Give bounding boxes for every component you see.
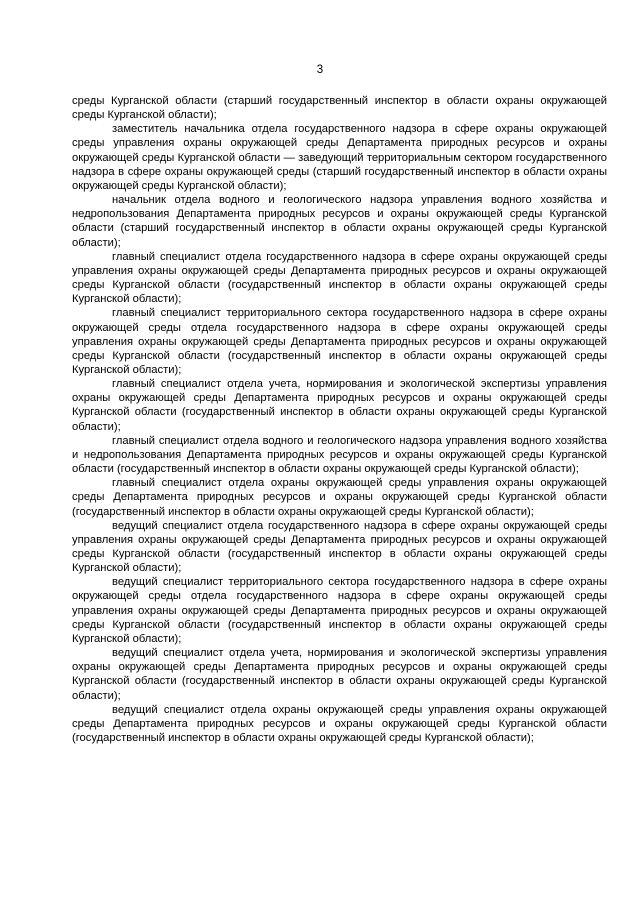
- document-body: [72, 94, 607, 745]
- list-item-lead-specialist-accounting-expertise: ведущий специалист отдела учета, нормирования и экологической экспертизы управления охраны окружающей среды Департамента природных ресурсов и охраны окружающей среды Курганской области (государственный инспектор в области охраны окружающей среды Курганской области);: [72, 647, 607, 702]
- list-item-head-water-geology-supervision: начальник отдела водного и геологического надзора управления водного хозяйства и недропользования Департамента природных ресурсов и охраны окружающей среды Курганской области (старший государственный инспектор в области охраны окружающей среды Курганской области);: [72, 194, 607, 249]
- list-item-chief-specialist-territorial-sector: главный специалист территориального сектора государственного надзора в сфере охраны окружающей среды отдела государственного надзора в сфере охраны окружающей среды управления охраны окружающей среды Департамента природных ресурсов и охраны окружающей среды Курганской области (государственный инспектор в области охраны окружающей среды Курганской области);: [72, 307, 607, 376]
- list-item-chief-specialist-accounting-expertise: главный специалист отдела учета, нормирования и экологической экспертизы управления охраны окружающей среды Департамента природных ресурсов и охраны окружающей среды Курганской области (государственный инспектор в области охраны окружающей среды Курганской области);: [72, 378, 607, 433]
- list-item-chief-specialist-environment-protection: главный специалист отдела охраны окружающей среды управления охраны окружающей среды Департамента природных ресурсов и охраны окружающей среды Курганской области (государственный инспектор в области охраны окружающей среды Курганской области);: [72, 477, 607, 518]
- list-item-lead-specialist-environment-protection: ведущий специалист отдела охраны окружающей среды управления охраны окружающей среды Департамента природных ресурсов и охраны окружающей среды Курганской области (государственный инспектор в области охраны окружающей среды Курганской области);: [72, 703, 607, 745]
- list-item-lead-specialist-territorial-sector: ведущий специалист территориального сектора государственного надзора в сфере охраны окружающей среды отдела государственного надзора в сфере охраны окружающей среды управления охраны окружающей среды Департамента природных ресурсов и охраны окружающей среды Курганской области (государственный инспектор в области охраны окружающей среды Курганской области);: [72, 576, 607, 645]
- page-number: 3: [316, 64, 324, 76]
- list-item-deputy-head-state-supervision: заместитель начальника отдела государственного надзора в сфере охраны окружающей среды управления охраны окружающей среды Департамента природных ресурсов и охраны окружающей среды Курганской области — заведующий территориальным сектором государственного надзора в сфере охраны окружающей среды (старший государственный инспектор в области охраны окружающей среды Курганской области);: [72, 123, 607, 192]
- list-item-chief-specialist-state-supervision: главный специалист отдела государственного надзора в сфере охраны окружающей среды управления охраны окружающей среды Департамента природных ресурсов и охраны окружающей среды Курганской области (государственный инспектор в области охраны окружающей среды Курганской области);: [72, 250, 607, 306]
- paragraph-continuation: среды Курганской области (старший государственный инспектор в области охраны окружающей среды Курганской области);: [72, 95, 607, 122]
- list-item-chief-specialist-water-geology: главный специалист отдела водного и геологического надзора управления водного хозяйства и недропользования Департамента природных ресурсов и охраны окружающей среды Курганской области (государственный инспектор в области охраны окружающей среды Курганской области);: [72, 434, 607, 476]
- list-item-lead-specialist-state-supervision: ведущий специалист отдела государственного надзора в сфере охраны окружающей среды управления охраны окружающей среды Департамента природных ресурсов и охраны окружающей среды Курганской области (государственный инспектор в области охраны окружающей среды Курганской области);: [72, 519, 607, 575]
